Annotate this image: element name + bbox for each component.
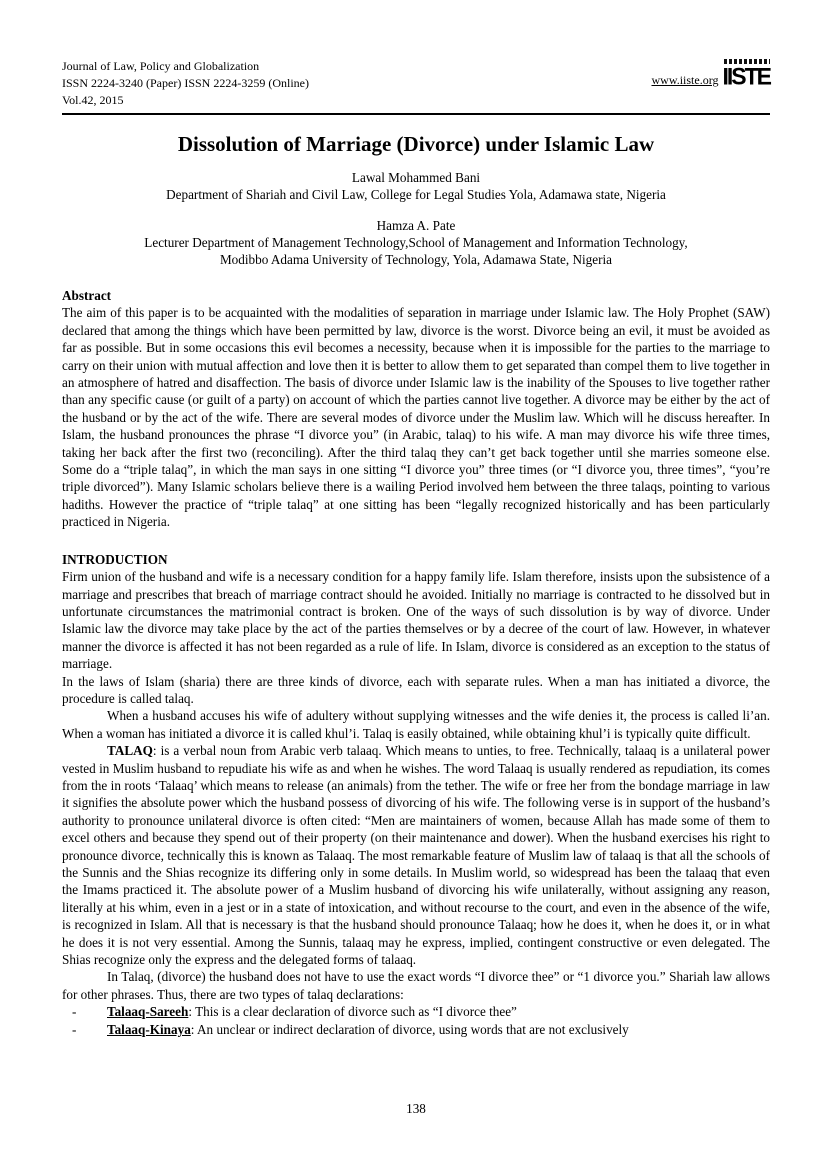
bullet-content xyxy=(107,1003,770,1020)
abstract-heading: Abstract xyxy=(62,288,112,303)
abstract-text: The aim of this paper is to be acquainted with the modalities of separation in marriage under Islamic law. The Holy Prophet (SAW) declared that among the things which have been permitted by law, divorce is the worst. Divorce being an evil, it must be avoided as far as possible. But in some occasions this evil becomes a necessity, because when it is impossible for the parties to the marriage to carry on their union with mutual affection and love then it is better to allow them to get separated than compel them to live together in an atmosphere of hatred and disaffection. The basis of divorce under Islamic law is the inability of the Spouses to live together rather than any specific cause (or guilt of a party) on account of which the parties cannot live together. A divorce may be either by the act of the husband or by the act of the wife. There are several modes of divorce under the Muslim law. Which will he discuss hereafter. In Islam, the husband pronounces the phrase “I divorce you” (in Arabic, talaq) to his wife. A man may divorce his wife three times, taking her back after the first two (reconciling). After the third talaq they can’t get back together until she marries someone else. Some do a “triple talaq”, in which the man says in one sitting “I divorce you” three times (or “I divorce you, three times”, “you’re triple divorced”). Many Islamic scholars believe there is a wailing Period involved hem between the three talaqs, pointing to various hadiths. However the practice of “triple talaq” at one sitting has been “legally recognized historically and has been particularly practiced in Nigeria. xyxy=(62,305,770,530)
journal-info xyxy=(62,58,309,109)
bullet-dash: - xyxy=(72,1021,77,1037)
bullet-talaaq-sareeh xyxy=(62,1003,770,1020)
talaaq-sareeh-text: : This is a clear declaration of divorce such as “I divorce thee” xyxy=(188,1004,517,1020)
author-2-affiliation-line2: Modibbo Adama University of Technology, Yola, Adamawa State, Nigeria xyxy=(219,252,613,267)
page-number: 138 xyxy=(406,1101,426,1116)
author-1 xyxy=(62,169,770,203)
introduction-paragraph-1: Firm union of the husband and wife is a necessary condition for a happy family life. Islam therefore, insists upon the subsistence of a marriage and prescribes that breach of marriage contract should he avoided. Initially no marriage is contracted to he dissolved but in unfortunate circumstances the matrimonial contract is broken. One of the ways of such dissolution is by way of divorce. Under Islamic law the divorce may take place by the act of the parties themselves or by a decree of the court of law. However, in whatever manner the divorce is affected it has not been regarded as a rule of life. In Islam, divorce is considered as an exception to the status of marriage. xyxy=(62,569,770,672)
author-2-affiliation-line1: Lecturer Department of Management Technology,School of Management and Information Technology, xyxy=(144,235,688,250)
header-right xyxy=(651,58,770,89)
journal-name: Journal of Law, Policy and Globalization xyxy=(62,59,260,73)
volume-line: Vol.42, 2015 xyxy=(62,93,124,107)
header-divider xyxy=(62,113,770,115)
talaaq-kinaya-term: Talaaq-Kinaya xyxy=(107,1021,191,1037)
introduction-paragraph-2: In the laws of Islam (sharia) there are three kinds of divorce, each with separate rules. When a man has initiated a divorce, the procedure is called talaq. xyxy=(62,673,770,706)
talaaq-sareeh-term: Talaaq-Sareeh xyxy=(107,1004,189,1020)
page-header xyxy=(62,58,770,109)
talaq-text: : is a verbal noun from Arabic verb talaaq. Which means to unties, to free. Technically, talaaq is a unilateral power vested in Muslim husband to repudiate his wife as and when he wishes. The word Talaaq is usually rendered as repudiation, its comes from the in roots ‘Talaaq’ which means to release (an animals) from the tether. The wife or free her from the bondage marriage in law it signifies the absolute power which the husband possess of divorcing of his wife. The following verse is in support of the husband’s authority to pronounce unilateral divorce is often cited: “Men are maintainers of women, because Allah has made some of them to excel others and because they spend out of their property (on their maintenance and dower). When the husband exercises his right to pronounce divorce, technically this is known as Talaaq. The most remarkable feature of Muslim law of talaaq is that all the schools of the Sunnis and the Shias recognize its differing only in some details. In Muslim world, so widespread has been the talaaq that even the Imams practiced it. The absolute power of a Muslim husband of divorcing his wife unilaterally, without assigning any reason, literally at his whim, even in a jest or in a state of intoxication, and without recourse to the court, and even in the absence of the wife, is recognized in Islam. All that is necessary is that the husband should pronounce Talaaq; how he does it, when he does it, or in what he does it is not very essential. Among the Sunnis, talaaq may he express, implied, contingent constructive or even delegated. The Shias recognize only the express and the delegated forms of talaaq. xyxy=(62,743,770,968)
authors-block xyxy=(62,169,770,268)
bullet-content xyxy=(107,1021,770,1038)
talaaq-kinaya-text: : An unclear or indirect declaration of divorce, using words that are not exclusively xyxy=(190,1021,629,1037)
website-link[interactable]: www.iiste.org xyxy=(651,73,719,87)
iiste-logo xyxy=(722,59,770,88)
paper-title: Dissolution of Marriage (Divorce) under Islamic Law xyxy=(177,132,655,156)
author-1-name: Lawal Mohammed Bani xyxy=(351,170,481,185)
issn-line: ISSN 2224-3240 (Paper) ISSN 2224-3259 (Online) xyxy=(62,76,309,90)
talaq-paragraph xyxy=(62,742,770,968)
bullet-talaaq-kinaya xyxy=(62,1021,770,1038)
author-2-name: Hamza A. Pate xyxy=(376,218,456,233)
logo-text: IISTE xyxy=(722,62,770,90)
declarations-paragraph: In Talaq, (divorce) the husband does not have to use the exact words “I divorce thee” or “1 divorce you.” Shariah law allows for other phrases. Thus, there are two types of talaq declarations: xyxy=(62,969,770,1002)
introduction-paragraph-3: When a husband accuses his wife of adultery without supplying witnesses and the wife denies it, the process is called li’an. When a woman has initiated a divorce it is called khul’i. Talaq is easily obtained, while obtaining khul’i is typically quite difficult. xyxy=(62,708,770,741)
talaq-term: TALAQ xyxy=(107,743,153,759)
bullet-dash: - xyxy=(72,1004,77,1020)
author-1-affiliation: Department of Shariah and Civil Law, College for Legal Studies Yola, Adamawa state, Nigeria xyxy=(166,187,666,202)
page-footer xyxy=(0,1101,832,1117)
author-2 xyxy=(62,217,770,268)
introduction-heading: INTRODUCTION xyxy=(62,551,168,567)
